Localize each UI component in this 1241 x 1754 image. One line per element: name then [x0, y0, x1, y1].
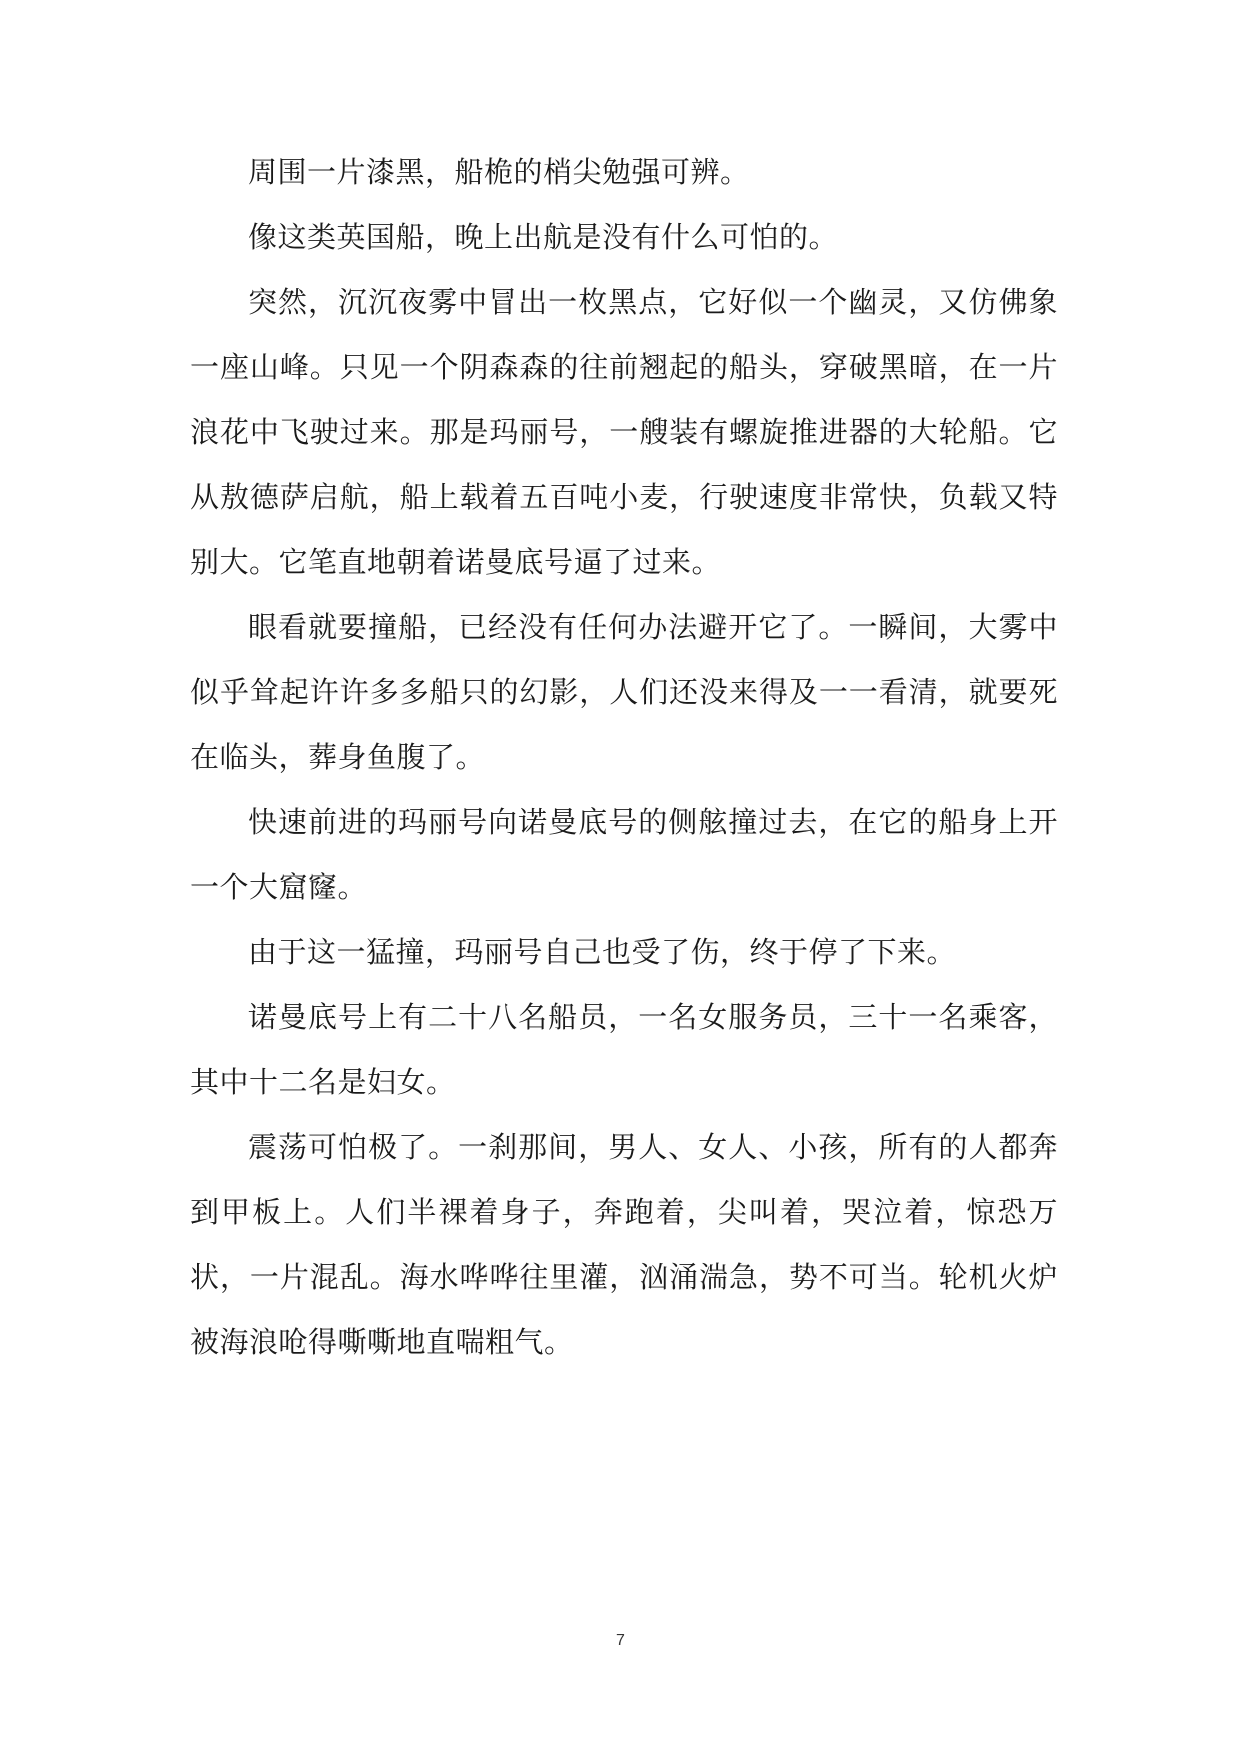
paragraph: 突然，沉沉夜雾中冒出一枚黑点，它好似一个幽灵，又仿佛象一座山峰。只见一个阴森森的往前翘起的船头，穿破黑暗，在一片浪花中飞驶过来。那是玛丽号，一艘装有螺旋推进器的大轮船。它从敖德萨启航，船上载着五百吨小麦，行驶速度非常快，负载又特别大。它笔直地朝着诺曼底号逼了过来。	[190, 285, 1058, 579]
paragraph: 诺曼底号上有二十八名船员，一名女服务员，三十一名乘客，其中十二名是妇女。	[190, 1000, 1058, 1099]
paragraph: 快速前进的玛丽号向诺曼底号的侧舷撞过去，在它的船身上开一个大窟窿。	[190, 805, 1058, 904]
paragraph: 像这类英国船，晚上出航是没有什么可怕的。	[248, 220, 839, 254]
paragraph: 震荡可怕极了。一刹那间，男人、女人、小孩，所有的人都奔到甲板上。人们半裸着身子，奔跑着，尖叫着，哭泣着，惊恐万状，一片混乱。海水哗哗往里灌，汹涌湍急，势不可当。轮机火炉被海浪呛得嘶嘶地直喘粗气。	[190, 1130, 1058, 1359]
text-body	[190, 140, 1058, 1375]
paragraph: 眼看就要撞船，已经没有任何办法避开它了。一瞬间，大雾中似乎耸起许许多多船只的幻影，人们还没来得及一一看清，就要死在临头，葬身鱼腹了。	[190, 610, 1058, 774]
paragraph: 由于这一猛撞，玛丽号自己也受了伤，终于停了下来。	[248, 935, 957, 969]
page-number: 7	[616, 1632, 625, 1649]
paragraph: 周围一片漆黑，船桅的梢尖勉强可辨。	[248, 155, 750, 189]
